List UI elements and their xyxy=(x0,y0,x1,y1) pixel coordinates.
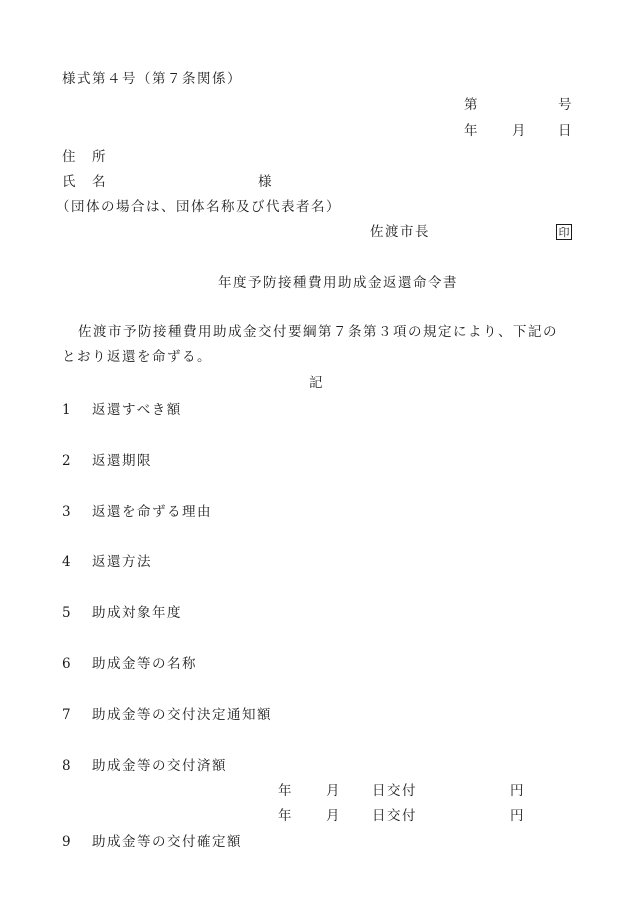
item-label: 助成金等の名称 xyxy=(92,656,197,672)
item-label: 助成金等の交付確定額 xyxy=(92,834,242,850)
payment-row-1-day: 日交付 xyxy=(372,783,417,799)
list-item xyxy=(62,833,242,851)
item-label: 助成金等の交付済額 xyxy=(92,758,227,774)
item-number: 8 xyxy=(62,758,73,774)
payment-row-1-yen: 円 xyxy=(510,783,525,799)
list-item xyxy=(62,604,182,622)
item-number: 6 xyxy=(62,656,73,672)
document-number-dai: 第 xyxy=(464,97,479,113)
list-item xyxy=(62,401,182,419)
item-number: 3 xyxy=(62,504,73,520)
list-item xyxy=(62,503,212,521)
list-item xyxy=(62,655,197,673)
list-item xyxy=(62,553,152,571)
date-day: 日 xyxy=(558,123,573,139)
item-number: 4 xyxy=(62,554,73,570)
item-label: 返還を命ずる理由 xyxy=(92,504,212,520)
ki-heading: 記 xyxy=(309,375,324,391)
name-label: 氏 名 xyxy=(62,174,107,190)
seal-stamp: 印 xyxy=(556,224,572,240)
issuer-name: 佐渡市長 xyxy=(370,224,430,240)
organization-note: （団体の場合は、団体名称及び代表者名） xyxy=(56,199,341,215)
payment-row-2-day: 日交付 xyxy=(372,808,417,824)
body-line-2: とおり返還を命ずる。 xyxy=(62,349,212,365)
document-number-go: 号 xyxy=(558,97,573,113)
honorific-sama: 様 xyxy=(258,174,273,190)
body-line-1: 佐渡市予防接種費用助成金交付要綱第７条第３項の規定により、下記の xyxy=(78,324,558,340)
payment-row-2-year: 年 xyxy=(278,808,293,824)
date-month: 月 xyxy=(512,123,527,139)
item-number: 2 xyxy=(62,453,73,469)
item-label: 助成金等の交付決定通知額 xyxy=(92,707,272,723)
item-number: 7 xyxy=(62,707,73,723)
item-number: 1 xyxy=(62,402,73,418)
item-label: 返還期限 xyxy=(92,453,152,469)
item-number: 5 xyxy=(62,605,73,621)
payment-row-1-year: 年 xyxy=(278,783,293,799)
form-number: 様式第４号（第７条関係） xyxy=(62,71,242,87)
item-number: 9 xyxy=(62,834,73,850)
list-item xyxy=(62,706,272,724)
item-label: 返還すべき額 xyxy=(92,402,182,418)
payment-row-2-month: 月 xyxy=(326,808,341,824)
list-item xyxy=(62,757,227,775)
address-label: 住 所 xyxy=(62,149,107,165)
document-title: 年度予防接種費用助成金返還命令書 xyxy=(218,275,458,291)
payment-row-2-yen: 円 xyxy=(510,808,525,824)
date-year: 年 xyxy=(464,123,479,139)
item-label: 返還方法 xyxy=(92,554,152,570)
list-item xyxy=(62,452,152,470)
item-label: 助成対象年度 xyxy=(92,605,182,621)
seal-mark xyxy=(556,223,572,241)
payment-row-1-month: 月 xyxy=(326,783,341,799)
